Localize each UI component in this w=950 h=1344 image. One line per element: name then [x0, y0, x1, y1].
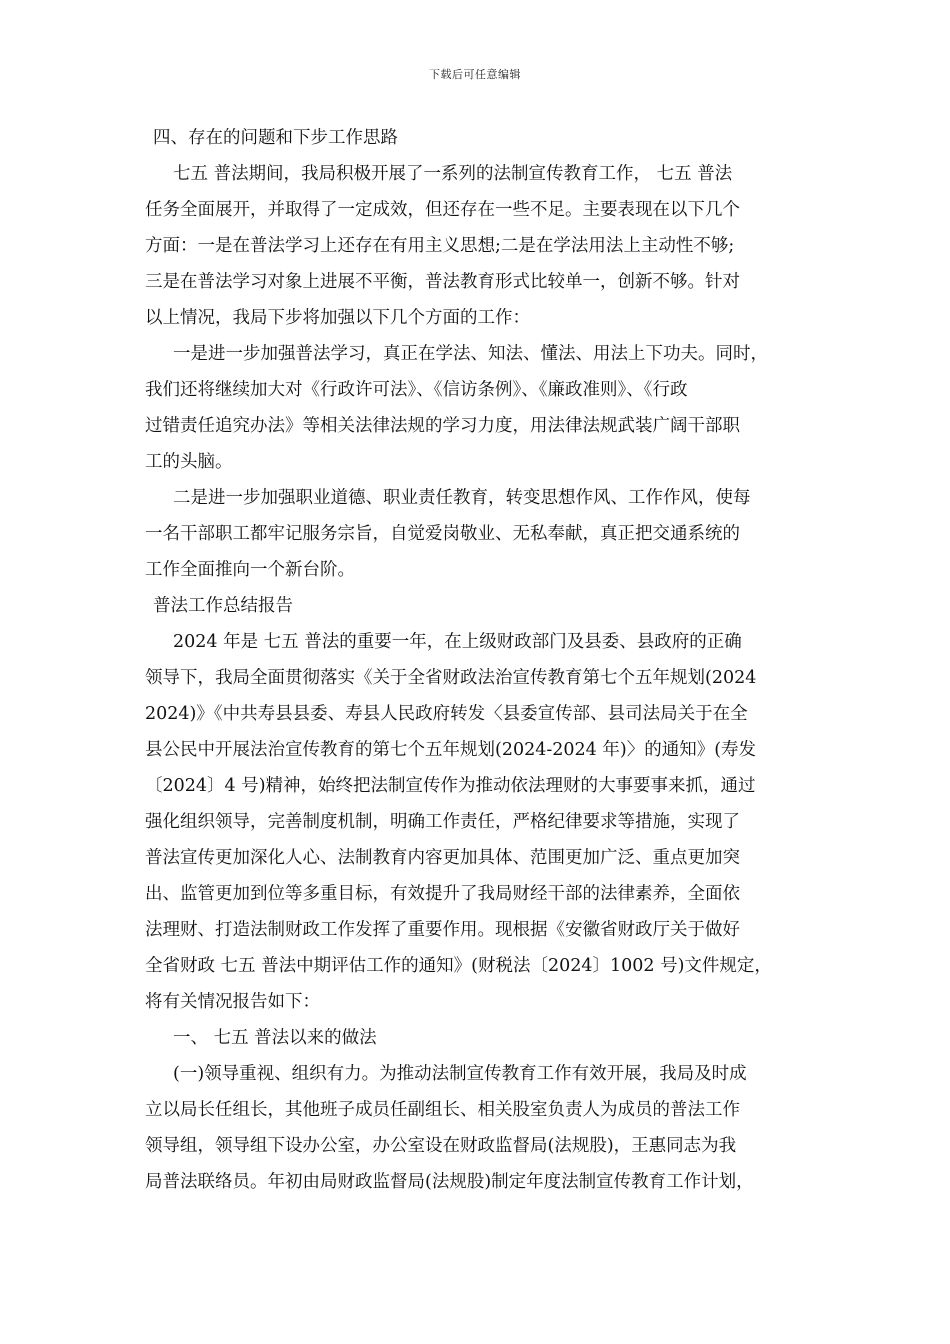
- paragraph-line: 立以局长任组长，其他班子成员任副组长、相关股室负责人为成员的普法工作: [145, 1100, 740, 1120]
- paragraph-line: 七五 普法期间，我局积极开展了一系列的法制宣传教育工作， 七五 普法: [173, 164, 733, 184]
- paragraph-line: 以上情况，我局下步将加强以下几个方面的工作：: [145, 308, 530, 328]
- paragraph-line: 工作全面推向一个新台阶。: [145, 560, 355, 580]
- report-title: 普法工作总结报告: [153, 596, 293, 616]
- paragraph-line: 强化组织领导，完善制度机制，明确工作责任，严格纪律要求等措施，实现了: [145, 812, 740, 832]
- paragraph-line: 全省财政 七五 普法中期评估工作的通知》(财税法〔2024〕1002 号)文件规定，: [145, 956, 772, 976]
- paragraph-line: 三是在普法学习对象上进展不平衡，普法教育形式比较单一，创新不够。针对: [145, 272, 740, 292]
- paragraph-line: 2024 年是 七五 普法的重要一年，在上级财政部门及县委、县政府的正确: [173, 632, 742, 652]
- paragraph-line: 方面：一是在普法学习上还存在有用主义思想;二是在学法用法上主动性不够;: [145, 236, 735, 256]
- paragraph-line: 局普法联络员。年初由局财政监督局(法规股)制定年度法制宣传教育工作计划，: [145, 1172, 754, 1192]
- paragraph-line: 普法宣传更加深化人心、法制教育内容更加具体、范围更加广泛、重点更加突: [145, 848, 740, 868]
- section-heading: 四、存在的问题和下步工作思路: [153, 128, 398, 148]
- paragraph-line: 2024)》《中共寿县县委、寿县人民政府转发〈县委宣传部、县司法局关于在全: [145, 704, 748, 724]
- paragraph-line: 〔2024〕4 号)精神，始终把法制宣传作为推动依法理财的大事要事来抓，通过: [145, 776, 756, 796]
- paragraph-line: 任务全面展开，并取得了一定成效，但还存在一些不足。主要表现在以下几个: [145, 200, 740, 220]
- paragraph-line: 领导下，我局全面贯彻落实《关于全省财政法治宣传教育第七个五年规划(2024: [145, 668, 757, 688]
- paragraph-line: 二是进一步加强职业道德、职业责任教育，转变思想作风、工作作风，使每: [173, 488, 751, 508]
- paragraph-line: 领导组，领导组下设办公室，办公室设在财政监督局(法规股)，王惠同志为我: [145, 1136, 737, 1156]
- paragraph-line: 将有关情况报告如下：: [145, 992, 320, 1012]
- section-heading: 一、 七五 普法以来的做法: [173, 1028, 377, 1048]
- paragraph-line: 法理财、打造法制财政工作发挥了重要作用。现根据《安徽省财政厅关于做好: [145, 920, 740, 940]
- paragraph-line: 我们还将继续加大对《行政许可法》、《信访条例》、《廉政准则》、《行政: [145, 380, 688, 400]
- document-body: [145, 120, 825, 1200]
- paragraph-line: 一名干部职工都牢记服务宗旨，自觉爱岗敬业、无私奉献，真正把交通系统的: [145, 524, 740, 544]
- paragraph-line: (一)领导重视、组织有力。为推动法制宣传教育工作有效开展，我局及时成: [173, 1064, 747, 1084]
- page-header-note: 下载后可任意编辑: [429, 68, 521, 81]
- paragraph-line: 县公民中开展法治宣传教育的第七个五年规划(2024-2024 年)〉的通知》(寿发: [145, 740, 757, 760]
- paragraph-line: 一是进一步加强普法学习，真正在学法、知法、懂法、用法上下功夫。同时，: [173, 344, 768, 364]
- paragraph-line: 过错责任追究办法》等相关法律法规的学习力度，用法律法规武装广阔干部职: [145, 416, 740, 436]
- paragraph-line: 出、监管更加到位等多重目标，有效提升了我局财经干部的法律素养，全面依: [145, 884, 740, 904]
- paragraph-line: 工的头脑。: [145, 452, 233, 472]
